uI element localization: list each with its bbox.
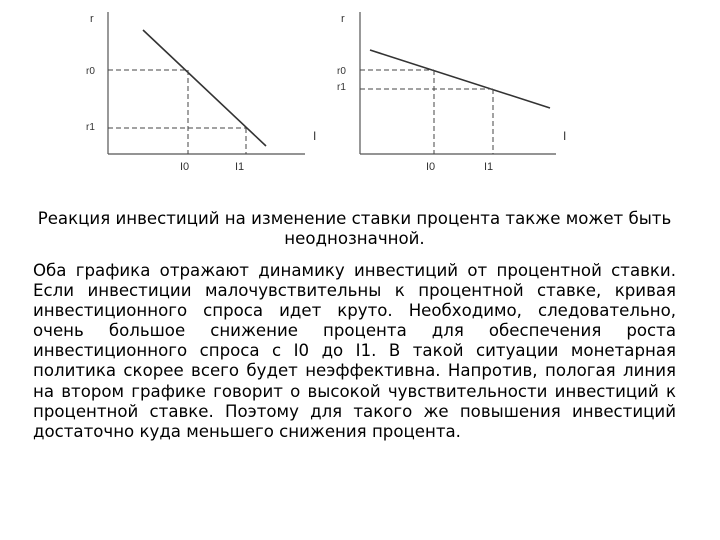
tick-i1: I1 (484, 161, 494, 173)
axis-label-i: I (313, 129, 317, 143)
demand-curve (370, 50, 550, 108)
graph-left-steep (86, 12, 316, 173)
axis-label-r: r (341, 13, 345, 25)
graph-right-flat (337, 12, 566, 173)
tick-i0: I0 (180, 161, 190, 173)
tick-i1: I1 (235, 161, 245, 173)
tick-i0: I0 (426, 161, 436, 173)
demand-curve (143, 30, 266, 146)
axis-label-r: r (90, 13, 94, 25)
tick-r0: r0 (337, 66, 346, 77)
slide-heading: Реакция инвестиций на изменение ставки процента также может быть неоднозначной. (37, 209, 672, 249)
axis-label-i: I (563, 129, 567, 143)
tick-r1: r1 (86, 122, 95, 133)
graphs-area (0, 0, 720, 200)
tick-r1: r1 (337, 82, 346, 93)
tick-r0: r0 (86, 66, 95, 77)
body-paragraph: Оба графика отражают динамику инвестиций от процентной ставки. Если инвестиции малочувствительны к процентной ставке, кривая инвестиционного спроса идет круто. Необходимо, следовательно, очень большое снижение процента для обеспечения роста инвестиционного спроса с I0 до I1. В такой ситуации монетарная политика скорее всего будет неэффективна. Напротив, пологая линия на втором графике говорит о высокой чувствительности инвестиций к процентной ставке. Поэтому для такого же повышения инвестиций достаточно куда меньшего снижения процента. (33, 261, 676, 441)
